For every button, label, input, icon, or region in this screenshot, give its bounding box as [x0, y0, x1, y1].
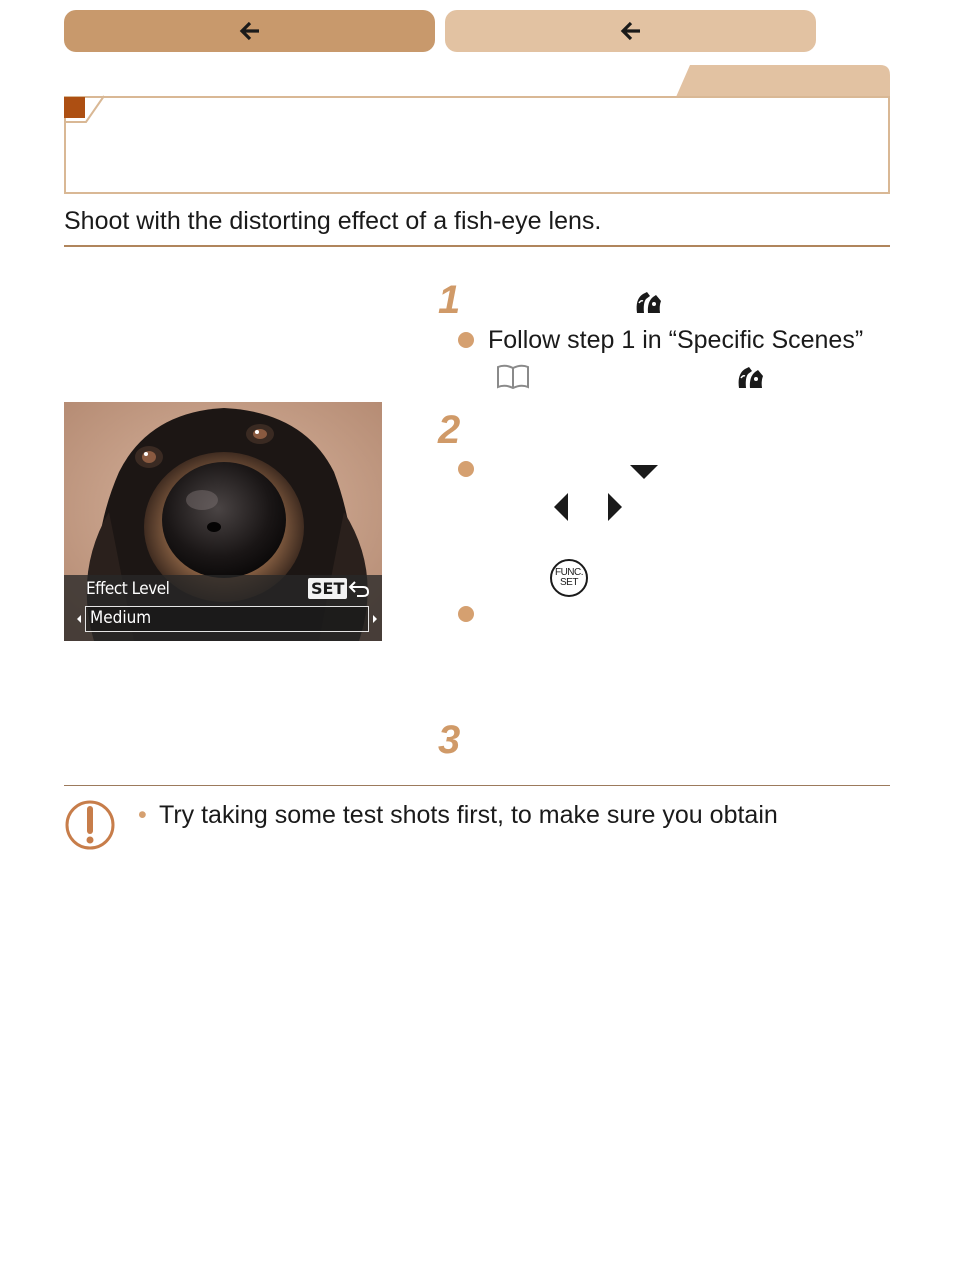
effect-level-label: Effect Level [86, 579, 170, 599]
section-marker [64, 97, 85, 118]
step-number-1: 1 [438, 278, 461, 322]
fish-eye-scene-icon [633, 289, 663, 315]
previous-page-nav-button[interactable] [445, 10, 816, 52]
step1-bullet-text: Follow step 1 in “Specific Scenes” [488, 326, 864, 354]
caution-divider [64, 785, 890, 786]
book-icon[interactable] [495, 363, 531, 391]
set-badge: SET [308, 578, 347, 599]
step2-bullet-dot-2 [458, 606, 474, 622]
back-nav-button[interactable] [64, 10, 435, 52]
section-title-box [64, 96, 890, 194]
return-arrow-icon [348, 580, 370, 598]
intro-divider [64, 245, 890, 247]
right-button-icon [608, 493, 622, 521]
caution-icon [64, 799, 116, 851]
value-left-arrow-icon [77, 615, 81, 623]
step2-bullet-dot-1 [458, 461, 474, 477]
section-tab [676, 65, 890, 97]
arrow-left-icon [239, 20, 261, 42]
left-button-icon [554, 493, 568, 521]
effect-value-text: Medium [90, 608, 152, 628]
arrow-left-icon [620, 20, 642, 42]
step1-bullet-dot [458, 332, 474, 348]
down-button-icon [630, 465, 658, 479]
caution-text: Try taking some test shots first, to make sure you obtain [159, 801, 778, 829]
func-set-button-icon: FUNC. SET [550, 559, 588, 597]
intro-text: Shoot with the distorting effect of a fish-eye lens. [64, 207, 602, 235]
step-number-3: 3 [438, 718, 461, 762]
value-right-arrow-icon [373, 615, 377, 623]
fish-eye-scene-icon [735, 364, 765, 390]
camera-screen-preview [64, 402, 382, 641]
step-number-2: 2 [438, 408, 461, 452]
caution-bullet-mark: • [138, 801, 147, 829]
